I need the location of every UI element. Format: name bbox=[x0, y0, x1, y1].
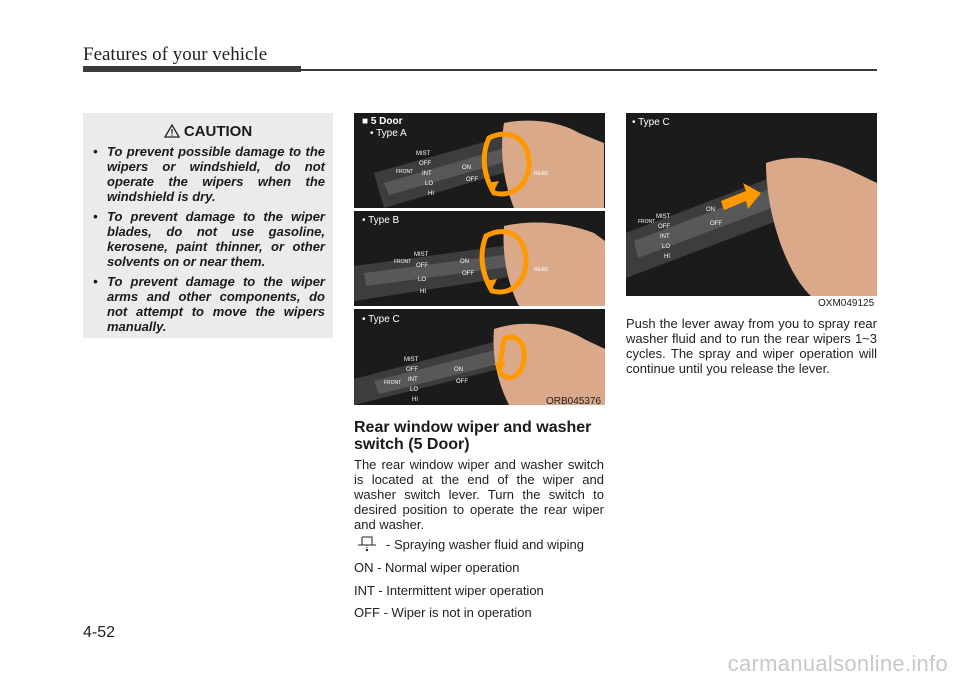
caution-item-text: To prevent possible damage to the wipers or windshield, do not operate the wipers when the windshield is dry. bbox=[107, 144, 325, 204]
caution-box bbox=[83, 113, 333, 338]
warning-icon bbox=[164, 124, 180, 138]
panel-label-type-a: • Type A bbox=[370, 128, 407, 139]
lever-text-on: ON bbox=[460, 259, 469, 265]
lever-text-off-rear: OFF bbox=[466, 177, 478, 183]
caution-heading bbox=[83, 123, 333, 140]
lever-text-lo: LO bbox=[425, 181, 434, 187]
lever-text-front: FRONT bbox=[394, 259, 412, 265]
panel-label-type-c: • Type C bbox=[362, 314, 400, 325]
lever-text-lo: LO bbox=[418, 277, 427, 283]
section-paragraph: The rear window wiper and washer switch is located at the end of the wiper and washer switch lever. Turn the switch to desired position to operate the rear wiper and washer. bbox=[354, 457, 604, 532]
lever-text-mist: MIST bbox=[416, 151, 431, 157]
lever-text-hi: HI bbox=[664, 254, 670, 260]
washer-item-text: - Spraying washer fluid and wiping bbox=[386, 537, 584, 552]
lever-text-int: INT bbox=[408, 377, 418, 383]
lever-text-off: OFF bbox=[419, 161, 431, 167]
int-item: INT - Intermittent wiper operation bbox=[354, 583, 544, 598]
watermark: carmanualsonline.info bbox=[727, 651, 948, 676]
washer-item bbox=[354, 536, 584, 552]
lever-text-rear: REAR bbox=[534, 171, 548, 177]
caution-item: • To prevent damage to the wiper arms and other components, do not attempt to move the wipers manually. bbox=[93, 274, 325, 334]
lever-text-int: INT bbox=[660, 234, 670, 240]
lever-text-int: INT bbox=[422, 171, 432, 177]
lever-text-lo: LO bbox=[410, 387, 419, 393]
page-number: 4-52 bbox=[83, 624, 116, 641]
lever-text-front: FRONT bbox=[638, 219, 656, 225]
caution-list bbox=[93, 144, 325, 334]
lever-text-off: OFF bbox=[406, 367, 418, 373]
caution-item: • To prevent damage to the wiper blades, do not use gasoline, kerosene, paint thinner, or other solvents on or near them. bbox=[93, 209, 325, 269]
washer-symbol-icon bbox=[356, 536, 378, 552]
wiper-lever-photo-type-c bbox=[354, 309, 605, 405]
wiper-lever-push-photo bbox=[626, 113, 877, 296]
lever-text-off-rear: OFF bbox=[456, 379, 468, 385]
lever-text-off: OFF bbox=[416, 263, 428, 269]
lever-text-hi: HI bbox=[420, 289, 426, 295]
lever-text-mist: MIST bbox=[414, 252, 429, 258]
wiper-lever-photo-type-b bbox=[354, 211, 605, 306]
lever-text-hi: HI bbox=[412, 397, 418, 403]
lever-text-off-rear: OFF bbox=[710, 221, 722, 227]
lever-text-mist: MIST bbox=[656, 214, 671, 220]
panel-label-type-b: • Type B bbox=[362, 215, 400, 226]
lever-text-front: FRONT bbox=[396, 169, 414, 175]
panel-label-type-c-push: • Type C bbox=[632, 117, 670, 128]
figure1-heading: ■ 5 Door bbox=[362, 116, 403, 127]
lever-text-lo: LO bbox=[662, 244, 671, 250]
caution-title: CAUTION bbox=[183, 123, 253, 140]
caution-item: • To prevent possible damage to the wipers or windshield, do not operate the wipers when the windshield is dry. bbox=[93, 144, 325, 204]
on-item: ON - Normal wiper operation bbox=[354, 560, 520, 575]
lever-text-mist: MIST bbox=[404, 357, 419, 363]
wiper-lever-photo-type-a bbox=[354, 113, 605, 208]
figure1-code: ORB045376 bbox=[546, 396, 602, 407]
lever-text-off-rear: OFF bbox=[462, 271, 474, 277]
off-item: OFF - Wiper is not in operation bbox=[354, 605, 532, 620]
caution-item-text: To prevent damage to the wiper arms and other components, do not attempt to move the wipers manually. bbox=[107, 274, 325, 334]
figure2-code: OXM049125 bbox=[818, 298, 875, 309]
caution-item-text: To prevent damage to the wiper blades, do not use gasoline, kerosene, paint thinner, or other solvents on or near them. bbox=[107, 209, 325, 269]
header-rule-thick bbox=[83, 66, 301, 72]
lever-text-off: OFF bbox=[658, 224, 670, 230]
lever-text-hi: HI bbox=[428, 191, 434, 197]
lever-text-on: ON bbox=[706, 207, 715, 213]
header-rule-thin bbox=[301, 69, 877, 71]
section-heading: Rear window wiper and washer switch (5 Door) bbox=[354, 419, 592, 453]
lever-text-rear: REAR bbox=[534, 267, 548, 273]
header-title: Features of your vehicle bbox=[83, 44, 268, 65]
push-lever-paragraph: Push the lever away from you to spray rear washer fluid and to run the rear wipers 1~3 cycles. The spray and wiper operation will continue until you release the lever. bbox=[626, 316, 877, 376]
lever-text-on: ON bbox=[454, 367, 463, 373]
lever-text-on: ON bbox=[462, 165, 471, 171]
lever-text-front: FRONT bbox=[384, 380, 402, 386]
